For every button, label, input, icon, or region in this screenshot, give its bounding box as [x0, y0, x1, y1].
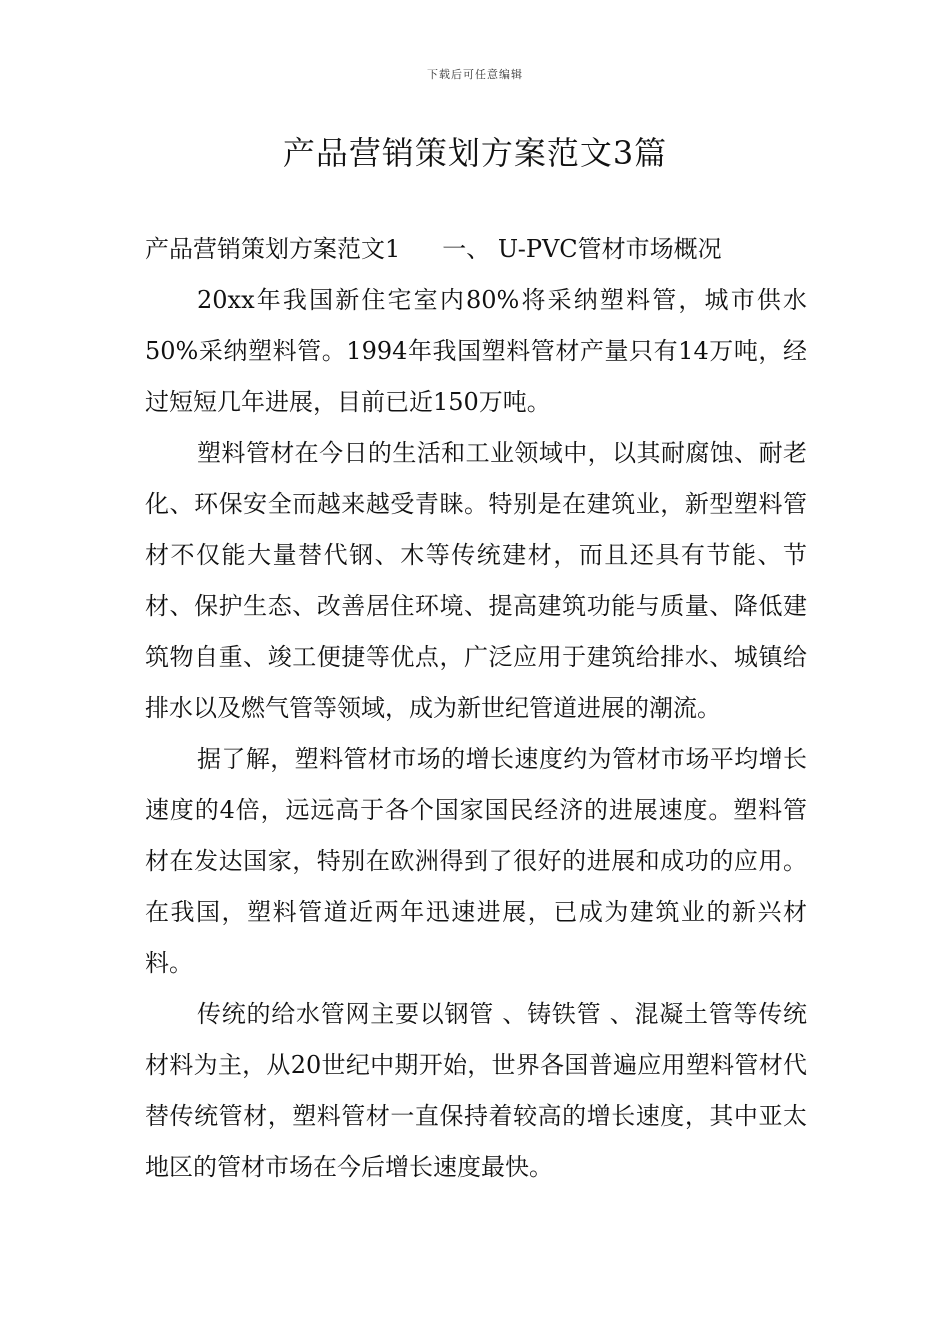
paragraph-4: 传统的给水管网主要以钢管 、铸铁管 、混凝土管等传统材料为主，从20世纪中期开始，世界各国普遍应用塑料管材代替传统管材，塑料管材一直保持着较高的增长速度，其中亚太地区的管材市场在今后增长速度最快。: [145, 1000, 807, 1181]
intro-label: 产品营销策划方案范文1: [145, 235, 401, 263]
section-heading: 一、 U-PVC管材市场概况: [442, 235, 722, 263]
paragraph-1: 20xx年我国新住宅室内80%将采纳塑料管，城市供水50%采纳塑料管。1994年我国塑料管材产量只有14万吨，经过短短几年进展，目前已近150万吨。: [145, 286, 807, 416]
document-title: 产品营销策划方案范文3篇: [282, 134, 668, 172]
section-intro-line: [145, 224, 807, 275]
document-body: [145, 224, 807, 1193]
paragraph-2: 塑料管材在今日的生活和工业领域中，以其耐腐蚀、耐老化、环保安全而越来越受青睐。特别是在建筑业，新型塑料管材不仅能大量替代钢、木等传统建材，而且还具有节能、节材、保护生态、改善居住环境、提高建筑功能与质量、降低建筑物自重、竣工便捷等优点，广泛应用于建筑给排水、城镇给排水以及燃气管等领域，成为新世纪管道进展的潮流。: [145, 439, 807, 722]
paragraph-3: 据了解，塑料管材市场的增长速度约为管材市场平均增长速度的4倍，远远高于各个国家国民经济的进展速度。塑料管材在发达国家，特别在欧洲得到了很好的进展和成功的应用。在我国，塑料管道近两年迅速进展，已成为建筑业的新兴材料。: [145, 745, 807, 977]
page-header-note: 下载后可任意编辑: [427, 68, 523, 81]
